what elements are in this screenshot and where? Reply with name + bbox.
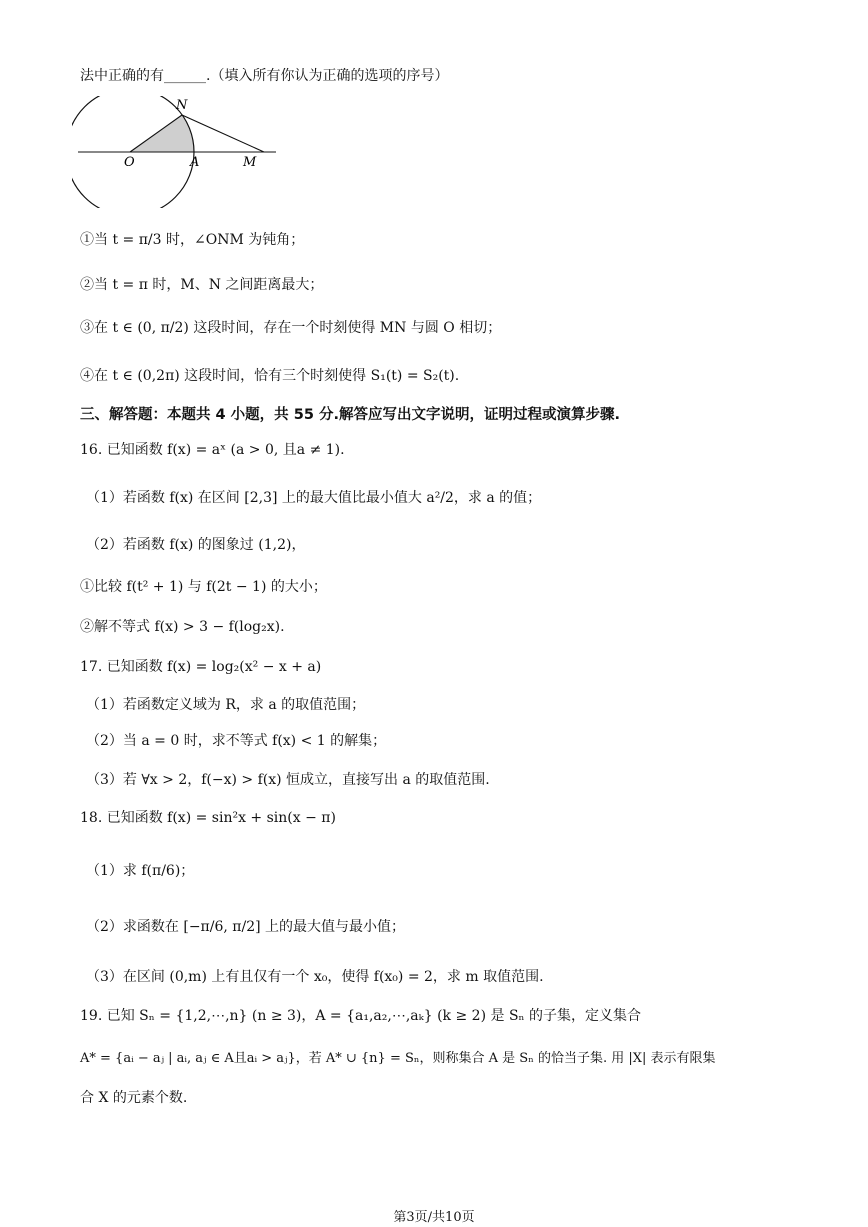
q17-stem: 17. 已知函数 f(x) = log₂(x² − x + a) — [80, 659, 322, 675]
label-a: A — [190, 155, 200, 170]
q17-part3: （3）若 ∀x > 2，f(−x) > f(x) 恒成立，直接写出 a 的取值范围. — [86, 772, 490, 788]
option-2: ②当 t = π 时，M、N 之间距离最大； — [80, 277, 324, 293]
intro-line: 法中正确的有______.（填入所有你认为正确的选项的序号） — [80, 68, 449, 84]
option-4: ④在 t ∈ (0,2π) 这段时间，恰有三个时刻使得 S₁(t) = S₂(t). — [80, 368, 460, 384]
option-1: ①当 t = π/3 时，∠ONM 为钝角； — [80, 232, 305, 248]
label-o: O — [124, 155, 135, 170]
q16-part2: （2）若函数 f(x) 的图象过 (1,2)， — [86, 537, 306, 553]
q19-line2: A* = {aᵢ − aⱼ | aᵢ, aⱼ ∈ A且aᵢ > aⱼ}，若 A* ∪ {n} = Sₙ，则称集合 A 是 Sₙ 的恰当子集. 用 |X| 表示有限集 — [80, 1051, 716, 1066]
q19-line1: 19. 已知 Sₙ = {1,2,⋯,n} (n ≥ 3)，A = {a₁,a₂,⋯,aₖ} (k ≥ 2) 是 Sₙ 的子集，定义集合 — [80, 1008, 642, 1024]
q17-part2: （2）当 a = 0 时，求不等式 f(x) < 1 的解集； — [86, 733, 387, 749]
page-footer: 第3页/共10页 — [393, 1210, 475, 1225]
q19-line3: 合 X 的元素个数. — [80, 1090, 188, 1106]
q18-part2: （2）求函数在 [−π/6, π/2] 上的最大值与最小值； — [86, 919, 406, 935]
circle-figure — [72, 96, 282, 208]
q16-part2-2: ②解不等式 f(x) > 3 − f(log₂x). — [80, 619, 285, 635]
q16-part1: （1）若函数 f(x) 在区间 [2,3] 上的最大值比最小值大 a²/2，求 a 的值； — [86, 490, 542, 506]
q18-part3: （3）在区间 (0,m) 上有且仅有一个 x₀，使得 f(x₀) = 2，求 m 取值范围. — [86, 969, 544, 985]
section-heading: 三、解答题：本题共 4 小题，共 55 分.解答应写出文字说明，证明过程或演算步骤. — [80, 407, 620, 423]
shaded-sector — [130, 115, 194, 152]
q17-part1: （1）若函数定义域为 R，求 a 的取值范围； — [86, 697, 366, 713]
label-m: M — [243, 155, 257, 170]
label-n: N — [176, 98, 188, 113]
option-3: ③在 t ∈ (0, π/2) 这段时间，存在一个时刻使得 MN 与圆 O 相切； — [80, 320, 502, 336]
q18-stem: 18. 已知函数 f(x) = sin²x + sin(x − π) — [80, 810, 336, 826]
q18-part1: （1）求 f(π/6)； — [86, 863, 195, 879]
q16-stem: 16. 已知函数 f(x) = aˣ (a > 0, 且a ≠ 1). — [80, 442, 345, 458]
q16-part2-1: ①比较 f(t² + 1) 与 f(2t − 1) 的大小； — [80, 579, 327, 595]
